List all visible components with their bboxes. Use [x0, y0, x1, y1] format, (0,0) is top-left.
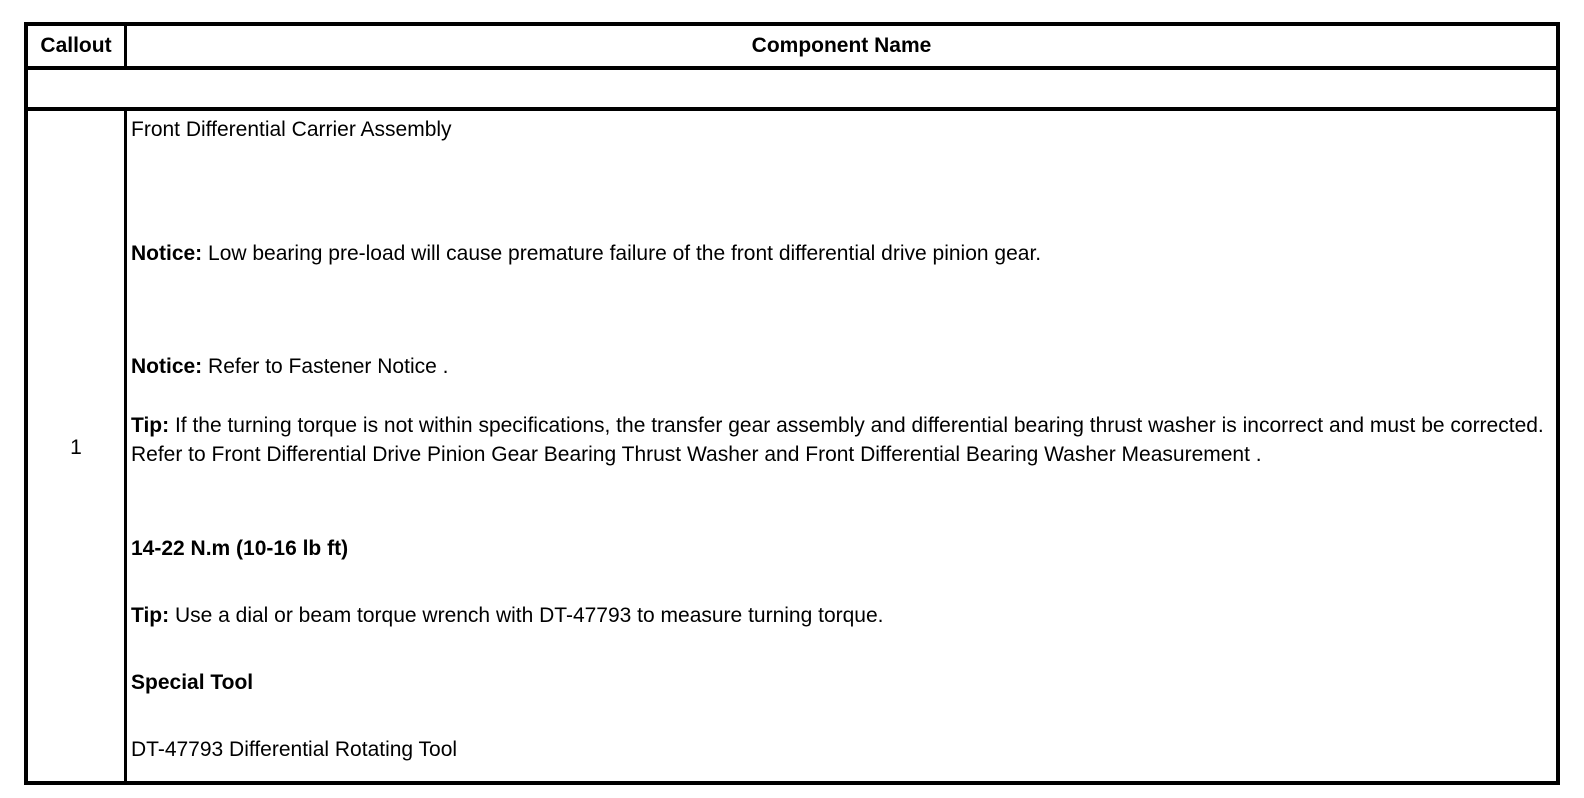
- notice-label: Notice:: [131, 355, 203, 378]
- table-spacer-row: [28, 70, 1556, 111]
- torque-spec: 14-22 N.m (10-16 lb ft): [131, 537, 349, 560]
- column-divider: [124, 111, 127, 785]
- tip-turning-torque: [131, 411, 1548, 469]
- column-divider: [124, 26, 127, 66]
- notice-text: Refer to Fastener Notice .: [202, 355, 449, 378]
- header-component-name: Component Name: [751, 34, 932, 57]
- component-title: Front Differential Carrier Assembly: [131, 118, 452, 141]
- component-table: [24, 22, 1560, 785]
- special-tool-heading: Special Tool: [131, 671, 254, 694]
- notice-fastener: [131, 352, 1548, 381]
- callout-number: 1: [70, 436, 82, 459]
- table-header-row: [28, 26, 1556, 70]
- tip-text: If the turning torque is not within specifications, the transfer gear assembly and differential bearing thrust washer is incorrect and must be corrected. Refer to Front Differential Drive Pinion Gear Bearing Thrust Washer and Front Differential Bearing Washer Measurement .: [131, 414, 1544, 466]
- notice-label: Notice:: [131, 242, 203, 265]
- tip-label: Tip:: [131, 414, 170, 437]
- notice-text: Low bearing pre-load will cause premature failure of the front differential drive pinion gear.: [202, 242, 1042, 265]
- notice-low-preload: [131, 239, 1548, 268]
- tip-label: Tip:: [131, 604, 170, 627]
- table-row-component: [131, 111, 1548, 785]
- tip-text: Use a dial or beam torque wrench with DT-47793 to measure turning torque.: [169, 604, 884, 627]
- special-tool-name: DT-47793 Differential Rotating Tool: [131, 738, 458, 761]
- header-callout: Callout: [40, 34, 112, 57]
- tip-torque-wrench: [131, 601, 1548, 630]
- table-row-callout: [28, 111, 124, 785]
